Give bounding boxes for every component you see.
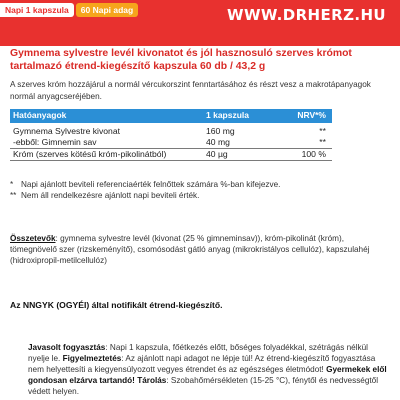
footnote-mark: * <box>10 180 14 189</box>
ingredient-amount: 40 mg <box>206 137 230 147</box>
ingredient-amount: 40 µg <box>206 149 228 159</box>
product-title: Gymnema sylvestre levél kivonatot és jól hasznosuló szerves krómot tartalmazó étrend-kiegészítő kapszula 60 db / 43,2 g <box>10 48 352 72</box>
storage-text: : Szobahőmérsékleten (15-25 °C), fénytől és nedvességtől védett helyen. <box>28 376 379 396</box>
storage-label: Tárolás <box>137 376 167 385</box>
ingredient-nrv: 100 % <box>301 149 326 159</box>
header-nrv: NRV*% <box>297 110 326 120</box>
table-row <box>10 126 332 137</box>
ingredient-amount: 160 mg <box>206 126 235 136</box>
ingredients-section <box>10 233 390 266</box>
table-row <box>10 137 332 148</box>
warning-label: Figyelmeztetés <box>62 354 122 363</box>
ingredient-nrv: ** <box>319 137 326 147</box>
table-row <box>10 148 332 161</box>
footnote <box>10 190 390 201</box>
footnotes <box>10 179 390 201</box>
ingredients-text: : gymnema sylvestre levél (kivonat (25 % gimneminsav)), króm-pikolinát (króm), tömegnövelő szer (rizskeményítő), csomósodást gátló anyag (mikrokristályos cellulóz), kapszulahéj (hidroxipropil-metilcellulóz) <box>10 234 370 265</box>
usage-section <box>28 342 388 397</box>
nutrition-table <box>10 109 332 161</box>
notification-statement: Az NNGYK (OGYÉI) által notifikált étrend-kiegészítő. <box>10 300 223 310</box>
warning-text: : Az ajánlott napi adagot ne lépje túl! Az étrend-kiegészítő fogyasztása nem helyettesíti a kiegyensúlyozott vegyes étrendet és az egészséges életmódot! <box>28 354 376 374</box>
label-content <box>0 46 400 400</box>
footnote-mark: ** <box>10 191 17 200</box>
daily-dose-badge: Napi 1 kapszula <box>0 3 74 17</box>
ingredients-label: Összetevők <box>10 234 56 243</box>
ingredient-name: Gymnema Sylvestre kivonat <box>13 126 120 136</box>
header-per-capsule: 1 kapszula <box>206 110 249 120</box>
header-bar <box>0 0 400 46</box>
footnote-text: Napi ajánlott beviteli referenciaérték felnőttek számára %-ban kifejezve. <box>21 180 281 189</box>
children-warning: Gyermekek elől gondosan elzárva tartandó! <box>28 365 387 385</box>
ingredient-name: Króm (szerves kötésű króm-pikolinátból) <box>13 149 167 159</box>
footnote <box>10 179 390 190</box>
usage-label: Javasolt fogyasztás <box>28 343 106 352</box>
ingredient-name: -ebből: Gimnemin sav <box>13 137 97 147</box>
usage-text: : Napi 1 kapszula, főétkezés előtt, bőséges folyadékkal, szétrágás nélkül nyelje le. <box>28 343 368 363</box>
ingredient-nrv: ** <box>319 126 326 136</box>
badge-group <box>0 3 138 17</box>
website-url: WWW.DRHERZ.HU <box>227 6 386 24</box>
days-badge: 60 Napi adag <box>76 3 138 17</box>
product-description: A szerves króm hozzájárul a normál vércukorszint fenntartásához és részt vesz a makrotápanyagok normál anyagcseréjében. <box>10 80 371 101</box>
table-header <box>10 109 332 123</box>
header-active-ingredients: Hatóanyagok <box>13 110 67 120</box>
footnote-text: Nem áll rendelkezésre ajánlott napi beviteli érték. <box>21 191 200 200</box>
